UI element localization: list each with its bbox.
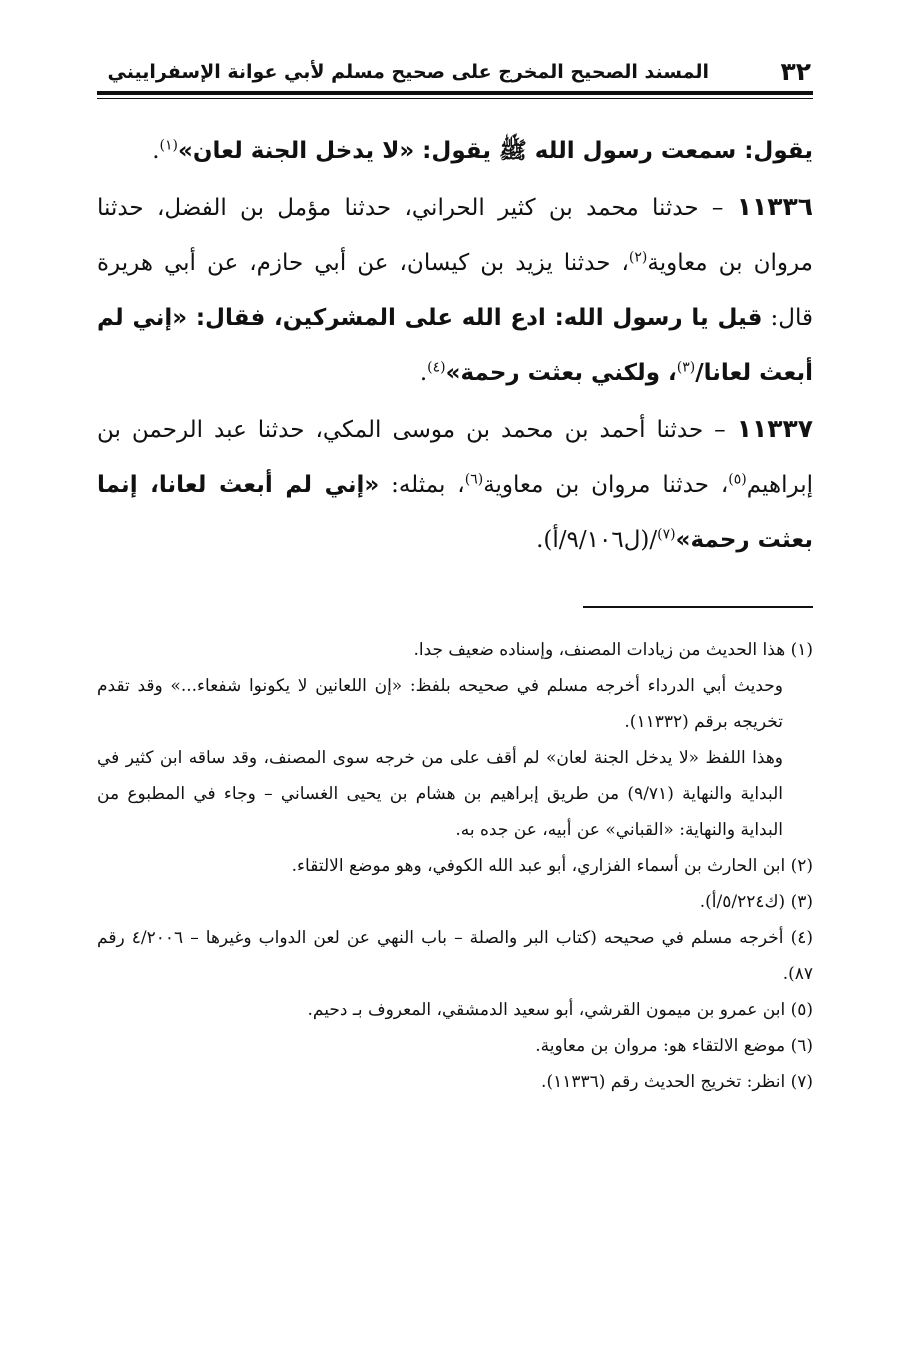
hadith-number-11337: ١١٣٣٧ <box>736 414 813 443</box>
hadith-11337 <box>97 401 813 568</box>
header-rule-thin <box>97 98 813 99</box>
footnote-3: (٣) (ك٥/٢٢٤/أ). <box>699 892 813 912</box>
header-rule-thick <box>97 91 813 95</box>
hadith-number-11336: ١١٣٣٦ <box>736 192 813 221</box>
footnote-2: (٢) ابن الحارث بن أسماء الفزاري، أبو عبد الله الكوفي، وهو موضع الالتقاء. <box>291 856 813 876</box>
hadith-11336 <box>97 179 813 401</box>
footnotes <box>97 632 813 1100</box>
footnote-1-cont-b: وهذا اللفظ «لا يدخل الجنة لعان» لم أقف على من خرجه سوى المصنف، وقد ساقه ابن كثير في البداية والنهاية (٩/٧١) من طريق إبراهيم بن هشام بن يحيى الغساني – وجاء في المطبوع من البداية والنهاية: «القباني» عن أبيه، عن جده به. <box>97 748 783 840</box>
footnote-5: (٥) ابن عمرو بن ميمون القرشي، أبو سعيد الدمشقي، المعروف بـ دحيم. <box>307 1000 813 1020</box>
period: . <box>419 360 428 386</box>
footnote-ref-1: (١) <box>159 137 178 154</box>
footnote-ref-6: (٦) <box>464 471 484 488</box>
manuscript-ref: /(ل٩/١٠٦/أ). <box>536 527 658 553</box>
prophetic-statement: يقول: سمعت رسول الله ﷺ يقول: «لا يدخل الجنة لعان» <box>177 138 813 164</box>
footnote-ref-4: (٤) <box>427 359 446 376</box>
footnote-4: (٤) أخرجه مسلم في صحيحه (كتاب البر والصلة – باب النهي عن لعن الدواب وغيرها – ٤/٢٠٠٦ رقم ٨٧). <box>97 928 814 984</box>
isnad-11337-a: – حدثنا أحمد بن محمد بن موسى المكي، حدثنا عبد الرحمن بن إبراهيم <box>97 417 813 498</box>
period: . <box>152 138 160 164</box>
isnad-11337-b: ، حدثنا مروان بن معاوية <box>483 472 729 498</box>
footnote-7: (٧) انظر: تخريج الحديث رقم (١١٣٣٦). <box>541 1072 813 1092</box>
footnote-1: (١) هذا الحديث من زيادات المصنف، وإسناده ضعيف جدا. <box>413 640 813 660</box>
page-number: ٣٢ <box>780 57 811 86</box>
isnad-11336-a: – حدثنا محمد بن كثير الحراني، حدثنا مؤمل بن الفضل، حدثنا مروان بن معاوية <box>97 195 813 276</box>
running-header <box>97 56 813 90</box>
main-text <box>97 124 813 568</box>
footnote-ref-2: (٢) <box>628 249 648 266</box>
footnote-ref-5: (٥) <box>728 471 747 488</box>
matn-11336-b: ، ولكني بعثت رحمة» <box>445 360 677 386</box>
paragraph-hadith-end <box>97 124 813 179</box>
matn-11336-a: قيل يا رسول الله: ادع الله على المشركين، فقال: «إني لم أبعث لعانا/ <box>97 305 813 386</box>
matn-11337: «إني لم أبعث لعانا، إنما بعثت رحمة» <box>97 472 813 553</box>
isnad-11336-b: ، حدثنا يزيد بن كيسان، عن أبي حازم، عن أبي هريرة قال: <box>97 250 813 331</box>
footnote-6: (٦) موضع الالتقاء هو: مروان بن معاوية. <box>535 1036 813 1056</box>
footnote-ref-3: (٣) <box>676 359 696 376</box>
isnad-11337-c: ، بمثله: <box>379 472 465 498</box>
footnote-1-cont-a: وحديث أبي الدرداء أخرجه مسلم في صحيحه بلفظ: «إن اللعانين لا يكونوا شفعاء...» وقد تقدم تخريجه برقم (١١٣٣٢). <box>97 676 783 732</box>
running-title: المسند الصحيح المخرج على صحيح مسلم لأبي عوانة الإسفراييني <box>107 61 709 83</box>
footnote-ref-7: (٧) <box>657 526 676 543</box>
footnote-separator <box>583 606 813 608</box>
